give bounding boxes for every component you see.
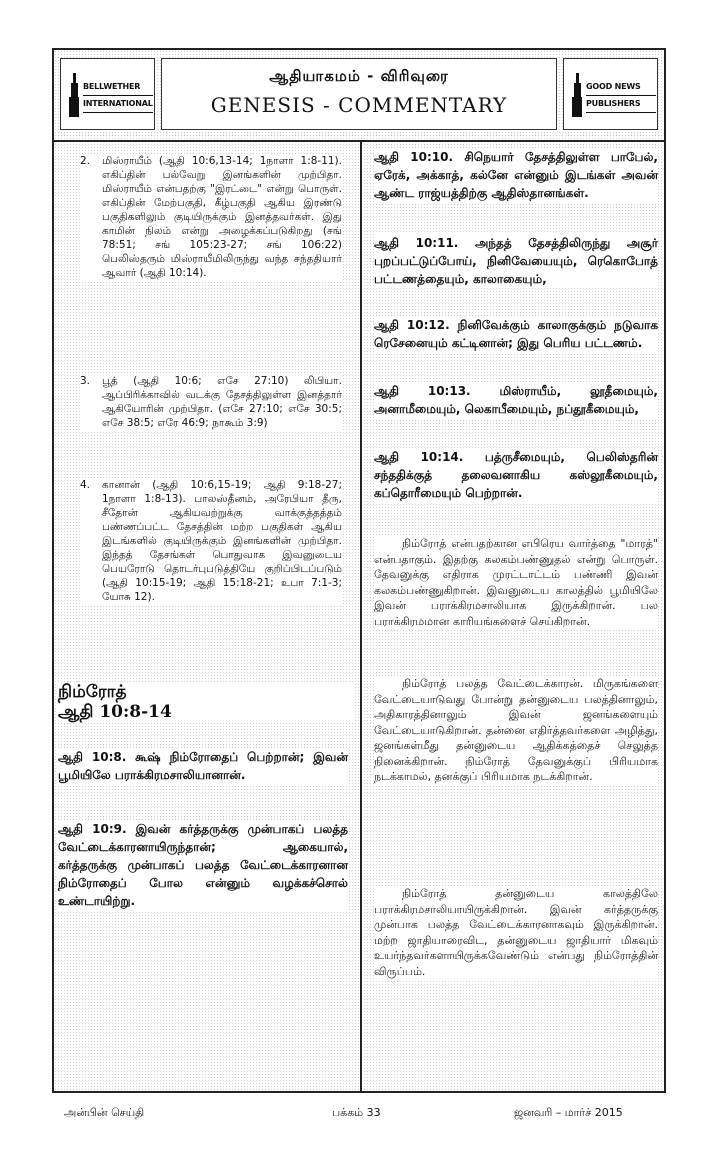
title-tamil: ஆதியாகமம் - விரிவுரை (269, 67, 449, 85)
verse (374, 234, 658, 288)
verse (374, 148, 658, 202)
header (54, 50, 664, 142)
verse (58, 748, 348, 784)
title-box (161, 58, 557, 130)
list-item (80, 374, 342, 430)
verse-text: ஆதி 10:11. அந்தத் தேசத்திலிருந்து அசூர் புறப்பட்டுப்போய், நினிவேயையும், ரெகொபோத் பட்டணத்தையும், காலாகையும், (374, 236, 658, 286)
item-text: மிஸ்ராயீம் (ஆதி 10:6,13-14; 1நாளா 1:8-11). எகிப்தின் பல்வேறு இனங்களின் முற்பிதா. மிஸ்ராயீம் என்பதற்கு "இரட்டை" என்று பொருள். எகிப்தின் மேற்பகுதி, கீழ்பகுதி ஆகிய இரண்டு பகுதிகளிலும் குடியிருக்கும் இனத்தவர்கள். இது காமின் நிலம் என்று அழைக்கப்படுகிறது (சங் 78:51; சங் 105:23-27; சங் 106:22) பெலிஸ்தரும் மிஸ்ராயீமிலிருந்து வந்த சந்ததியார் ஆவார் (ஆதி 10:14). (102, 155, 342, 279)
left-logo-line-2: INTERNATIONAL (83, 96, 153, 113)
good-news-tower-icon (572, 73, 582, 117)
commentary-paragraph (374, 536, 658, 629)
bellwether-tower-icon (69, 73, 79, 117)
commentary-paragraph (374, 886, 658, 979)
list-item (80, 478, 342, 604)
left-logo-line-1: BELLWETHER (83, 79, 153, 96)
heading-reference: ஆதி 10:8-14 (58, 702, 172, 722)
verse-text: ஆதி 10:8. கூஷ் நிம்ரோதைப் பெற்றான்; இவன் பூமியிலே பராக்கிரமசாலியானான். (58, 750, 348, 782)
column-divider (360, 140, 362, 1091)
verse (374, 448, 658, 502)
heading-title: நிம்ரோத் (58, 682, 127, 702)
verse-text: ஆதி 10:12. நினிவேக்கும் காலாகுக்கும் நடுவாக ரெசேனையும் கட்டினான்; இது பெரிய பட்டணம். (374, 318, 658, 350)
verse-text: ஆதி 10:14. பத்ருசீமையும், பெலிஸ்தரின் சந்ததிக்குத் தலைவனாகிய கஸ்லூகீமையும், கப்தொரீமையும் பெற்றான். (374, 450, 658, 500)
item-text: கானான் (ஆதி 10:6,15-19; ஆதி 9:18-27; 1நாளா 1:8-13). பாலஸ்தீனம், அரேபியா தீரு, சீதோன் ஆகியவற்றுக்கு வாக்குத்தத்தம் பண்ணப்பட்ட தேசத்தின் மற்ற பகுதிகள் ஆகிய இடங்களில் குடியிருக்கும் இனங்களின் முற்பிதா. இந்தத் தேசங்கள் பொதுவாக இவனுடைய பெயரோடு தொடர்புபடுத்தியே குறிப்பிடப்படும் (ஆதி 10:15-19; ஆதி 15:18-21; உபா 7:1-3; யோசு 12). (102, 479, 342, 603)
verse (58, 820, 348, 910)
paragraph-text: நிம்ரோத் தன்னுடைய காலத்திலே பராக்கிரமசாலியாயிருக்கிறான். இவன் கர்த்தருக்கு முன்பாக பலத்த வேட்டைக்காரனாகவும் இருக்கிறான். மற்ற ஜாதியாரைவிட, தன்னுடைய ஜாதியார் மிகவும் உயர்ந்தவர்களாயிருக்கவேண்டும் என்பது நிம்ரோத்தின் விருப்பம். (374, 887, 658, 978)
item-text: பூத் (ஆதி 10:6; எசே 27:10) லிபியா. ஆப்பிரிக்காவில் வடக்கு தேசத்திலுள்ள இனத்தார் ஆகியோரின் முற்பிதா. (எசே 27:10; எசே 30:5; எசே 38:5; எரே 46:9; நாகூம் 3:9) (102, 375, 342, 429)
right-logo-line-2: PUBLISHERS (586, 96, 656, 113)
verse-text: ஆதி 10:9. இவன் கர்த்தருக்கு முன்பாகப் பலத்த வேட்டைக்காரனாயிருந்தான்; ஆகையால், கர்த்தருக்கு முன்பாகப் பலத்த வேட்டைக்காரனான நிம்ரோதைப் போல என்னும் வழக்கச்சொல் உண்டாயிற்று. (58, 822, 348, 908)
page-frame (52, 48, 666, 1093)
list-item (80, 154, 342, 280)
item-number: 2. (80, 155, 91, 167)
right-logo-line-1: GOOD NEWS (586, 79, 656, 96)
title-english: GENESIS - COMMENTARY (210, 93, 508, 117)
bellwether-logo (60, 58, 155, 130)
good-news-logo (563, 58, 658, 130)
item-number: 3. (80, 375, 91, 387)
footer-date: ஜனவரி – மார்ச் 2015 (514, 1106, 623, 1119)
footer-page-number: பக்கம் 33 (332, 1106, 381, 1119)
paragraph-text: நிம்ரோத் பலத்த வேட்டைக்காரன். மிருகங்களை வேட்டையாடுவது போன்று தன்னுடைய பலத்தினாலும், அதிகாரத்தினாலும் இவன் ஜனங்களையும் வேட்டையாடுகிறான். தன்னை எதிர்த்தவர்களை அழித்து, ஜனங்கள்மீது தன்னுடைய ஆதிக்கத்தைச் செலுத்த நினைக்கிறான். நிம்ரோத் தேவனுக்குப் பிரியமாக நடக்காமல், தனக்குப் பிரியமாக நடக்கிறான். (374, 677, 658, 783)
section-heading (58, 682, 354, 722)
verse (374, 316, 658, 352)
item-number: 4. (80, 479, 91, 491)
verse-text: ஆதி 10:10. சிநெயார் தேசத்திலுள்ள பாபேல், ஏரேக், அக்காத், கல்னே என்னும் இடங்கள் அவன் ஆண்ட ராஜ்யத்திற்கு ஆதிஸ்தானங்கள். (374, 150, 658, 200)
verse (374, 382, 658, 418)
footer-left: அன்பின் செய்தி (64, 1106, 145, 1119)
paragraph-text: நிம்ரோத் என்பதற்கான எபிரெய வார்த்தை "மாரத்" என்பதாகும். இதற்கு கலகம்பண்ணுதல் என்று பொருள். தேவனுக்கு எதிராக முரட்டாட்டம் பண்ணி இவன் கலகம்பண்ணுகிறான். இவனுடைய காலத்தில் பூமியிலே இவன் பராக்கிரமசாலியாக இருக்கிறான். பல பராக்கிரமமான காரியங்களைச் செய்கிறான். (374, 537, 658, 628)
verse-text: ஆதி 10:13. மிஸ்ராயீம், லூதீமையும், அனாமீமையும், லெகாபீமையும், நப்தூகீமையும், (374, 384, 658, 416)
commentary-paragraph (374, 676, 658, 785)
